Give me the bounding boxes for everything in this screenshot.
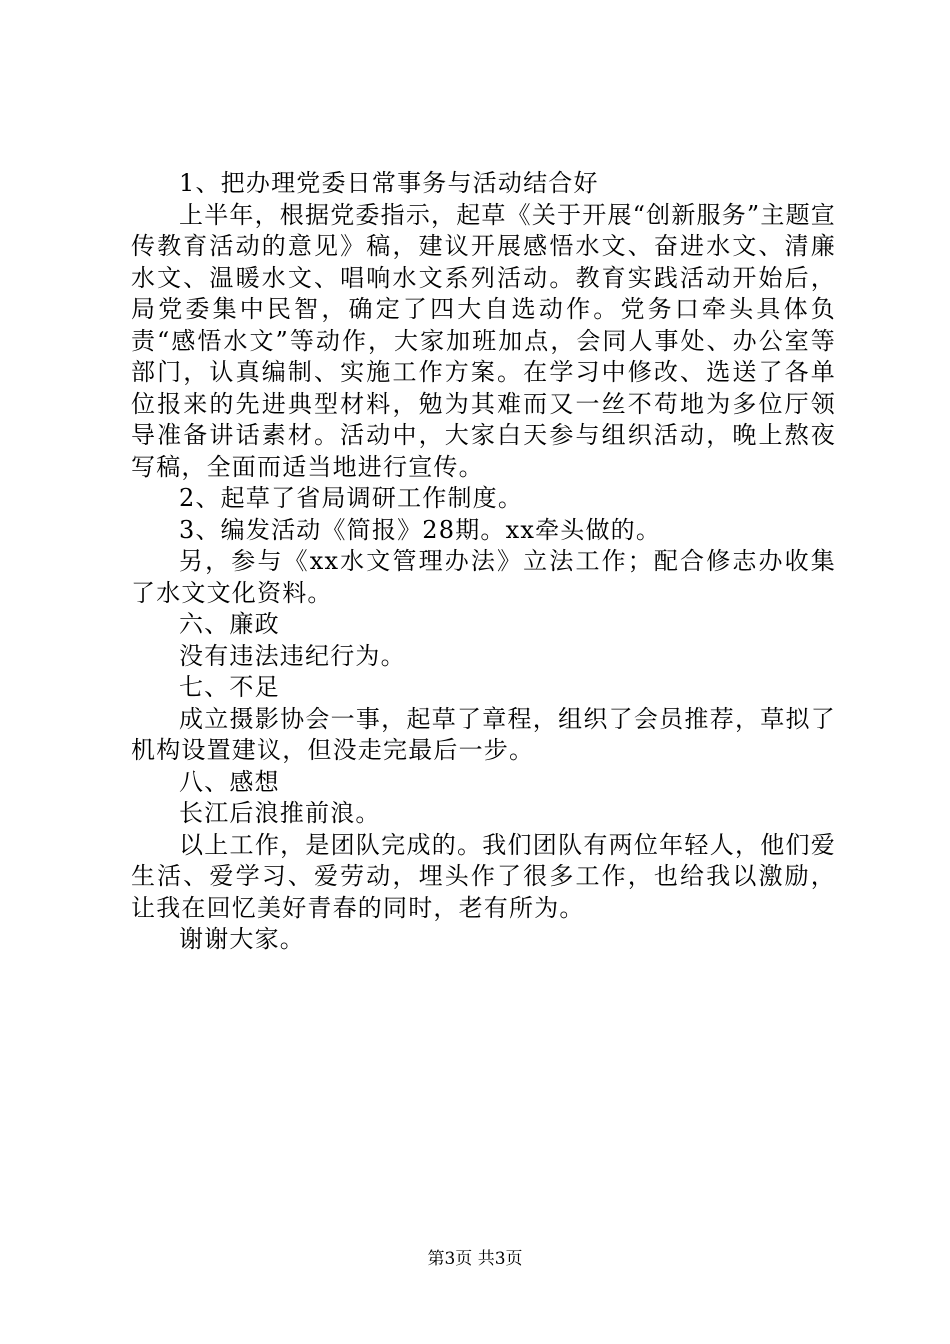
paragraph-party-work: 上半年，根据党委指示，起草《关于开展“创新服务”主题宣传教育活动的意见》稿，建议开展感悟水文、奋进水文、清廉水文、温暖水文、唱响水文系列活动。教育实践活动开始后，局党委集中民智，确定了四大自选动作。党务口牵头具体负责“感悟水文”等动作，大家加班加点，会同人事处、办公室等部门，认真编制、实施工作方案。在学习中修改、选送了各单位报来的先进典型材料，勉为其难而又一丝不苟地为多位厅领导准备讲话素材。活动中，大家白天参与组织活动，晚上熬夜写稿，全面而适当地进行宣传。: [131, 200, 836, 481]
paragraph-additional: 另，参与《xx水文管理办法》立法工作；配合修志办收集了水文文化资料。: [131, 547, 836, 607]
page-number: 第3页 共3页: [427, 1249, 523, 1269]
paragraph-item-1-heading: 1、把办理党委日常事务与活动结合好: [179, 169, 599, 197]
paragraph-integrity: 没有违法违纪行为。: [179, 641, 406, 670]
paragraph-team: 以上工作，是团队完成的。我们团队有两位年轻人，他们爱生活、爱学习、爱劳动，埋头作了很多工作，也给我以激励，让我在回忆美好青春的同时，老有所为。: [131, 830, 836, 922]
paragraph-shortcomings: 成立摄影协会一事，起草了章程，组织了会员推荐，草拟了机构设置建议，但没走完最后一步。: [131, 704, 836, 764]
paragraph-item-2: 2、起草了省局调研工作制度。: [179, 484, 524, 512]
paragraph-reflection-proverb: 长江后浪推前浪。: [179, 799, 381, 827]
section-heading-shortcomings: 七、不足: [179, 673, 280, 701]
section-heading-integrity: 六、廉政: [179, 610, 280, 638]
paragraph-item-3: 3、编发活动《简报》28期。xx牵头做的。: [179, 515, 662, 544]
document-body: [131, 168, 836, 956]
section-heading-reflections: 八、感想: [179, 767, 280, 796]
page-footer: [0, 1244, 950, 1269]
paragraph-thanks: 谢谢大家。: [179, 925, 305, 953]
